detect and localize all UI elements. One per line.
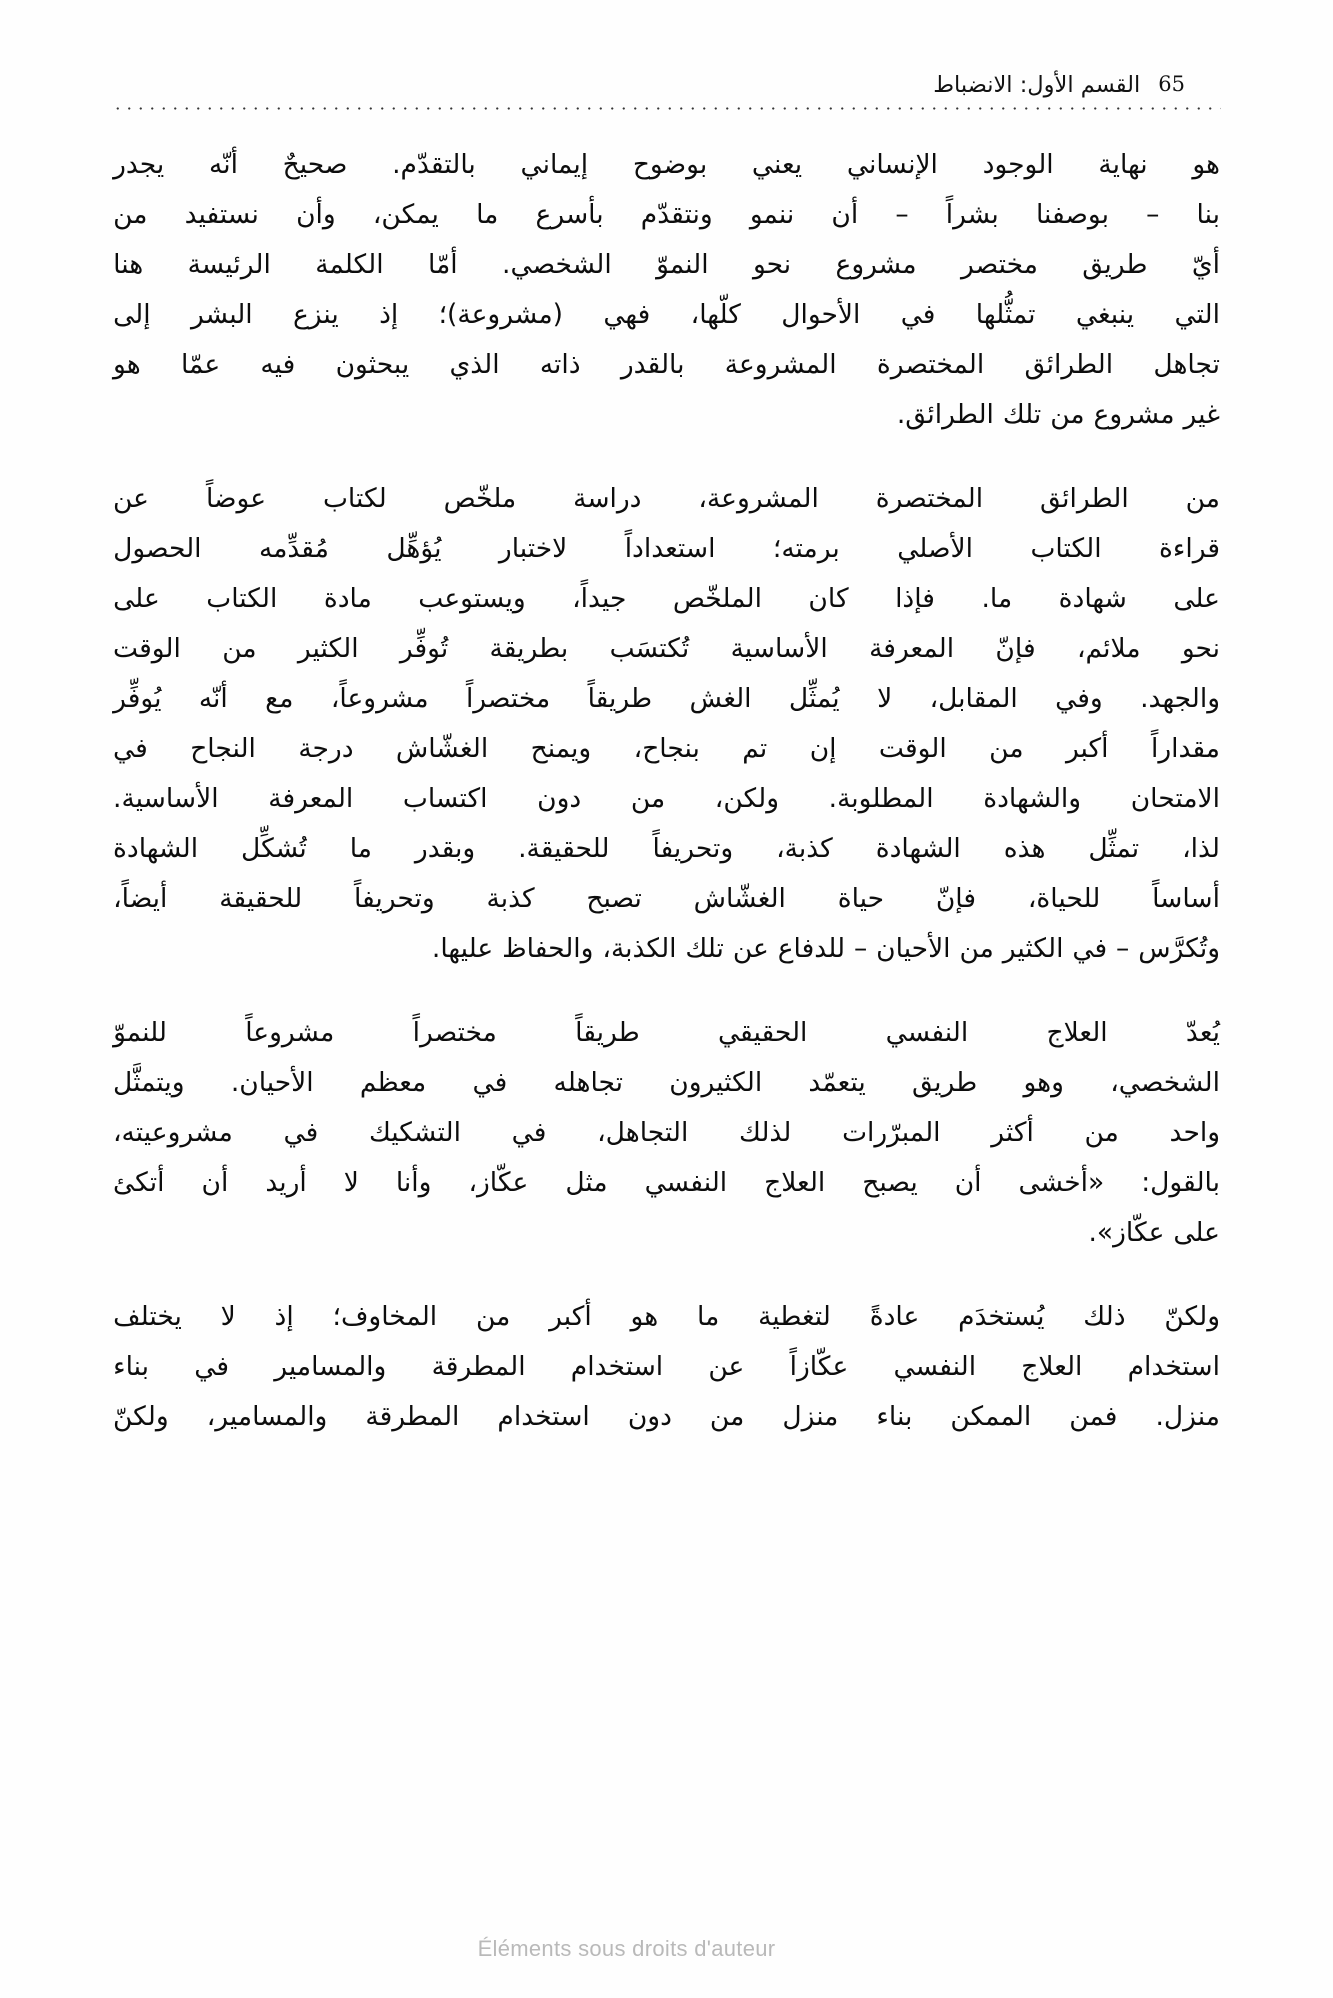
word: مختصراً [465,683,551,714]
word: والمسامير، [206,1401,328,1432]
text-line [113,1058,1220,1108]
word: تجاهل [1153,349,1220,380]
word: من [1185,483,1220,514]
word: يُستخدَم [958,1301,1045,1332]
word: نهاية [1098,149,1148,180]
text-line [113,1392,1220,1442]
word: على [1173,583,1220,614]
word: ملائم، [1076,633,1141,664]
word: على [113,583,160,614]
word: ويمنح [530,733,592,764]
word: من [222,633,257,664]
word: لا [877,683,893,714]
word: معظم [359,1067,427,1098]
word: ويتمثَّل [113,1067,185,1098]
paragraph [113,474,1220,974]
word: بطريقة [489,633,569,664]
word: عن [113,483,149,514]
word: فهي [603,299,651,330]
word: بوصفنا [1035,199,1109,230]
paragraph [113,140,1220,440]
word: ذاته [539,349,581,380]
word: مختصر [961,249,1038,280]
word: للحقيقة [219,883,303,914]
word: «أخشى [1018,1167,1105,1198]
word: شهادة [1058,583,1127,614]
word: ويستوعب [418,583,526,614]
text-line [113,290,1220,340]
word: الحقيقي [717,1017,808,1048]
word: إيماني [520,149,589,180]
word: يُوفِّر [113,683,162,714]
word: المخاوف؛ [332,1301,438,1332]
word: من [1084,1117,1119,1148]
word: المعرفة [268,783,354,814]
word: كذبة [486,883,535,914]
word: أن [831,199,859,230]
text-line [113,1342,1220,1392]
word: طريق [912,1067,978,1098]
word: استخدام [1127,1351,1220,1382]
word: الذي [449,349,500,380]
word: من [989,733,1024,764]
word: طريق [1082,249,1148,280]
word: يعني [751,149,803,180]
word: المقابل، [929,683,1018,714]
word: مشروع [835,249,917,280]
text-line [113,240,1220,290]
word: عمّا [180,349,221,380]
word: ما [349,833,372,864]
word: بالتقدّم. [392,149,476,180]
header-dotted-rule [112,106,1221,111]
word: الأساسية. [113,783,219,814]
text-line [113,774,1220,824]
word: عوضاً [205,483,267,514]
word: وأن [296,199,336,230]
word: المختصرة [876,349,985,380]
word: مُقدِّمه [258,533,329,564]
word: في [113,733,148,764]
word: مشروعاً، [330,683,429,714]
word: تُوفِّر [399,633,449,664]
text-line: غير مشروع من تلك الطرائق. [896,399,1220,430]
word: واحد [1169,1117,1220,1148]
word: الكلمة [315,249,384,280]
word: وأنا [395,1167,432,1198]
word: النفسي [885,1017,969,1048]
word: الكثيرون [669,1067,763,1098]
page-number: 65 [1158,72,1185,96]
word: ولكن، [714,783,780,814]
word: وتحريفاً [652,833,734,864]
word: من [113,199,148,230]
word: العلاج [764,1167,826,1198]
word: المبرّرات [842,1117,941,1148]
word: تمثُّلها [975,299,1036,330]
word: البشر [190,299,253,330]
word: مثل [565,1167,608,1198]
word: التشكيك [368,1117,461,1148]
body-text-column [113,140,1220,1476]
word: عكّاز، [468,1167,529,1198]
text-line [113,724,1220,774]
word: عن [708,1351,745,1382]
text-line [113,340,1220,390]
text-line [113,624,1220,674]
text-line: على عكّاز». [1088,1217,1220,1248]
word: أمّا [428,249,458,280]
word: وتحريفاً [353,883,435,914]
word: مختصراً [412,1017,497,1048]
word: المشروعة [724,349,837,380]
word: فإذا [895,583,935,614]
word: مشروعيته، [113,1117,233,1148]
word: يمكن، [372,199,439,230]
word: صحيحٌ [282,149,348,180]
word: بالقدر [620,349,685,380]
word: قراءة [1159,533,1220,564]
word: الأصلي [897,533,974,564]
word: العلاج [1021,1351,1083,1382]
word: هنا [113,249,144,280]
word: ونتقدّم [640,199,713,230]
word: أن [201,1167,229,1198]
word: النجاح [190,733,256,764]
word: فإنّ [935,883,977,914]
word: منزل [782,1401,839,1432]
word: – [1146,199,1160,230]
word: ينزع [292,299,339,330]
word: الوجود [982,149,1054,180]
word: بناء [876,1401,913,1432]
word: كان [808,583,849,614]
word: فمن [1069,1401,1118,1432]
word: المشروعة، [698,483,819,514]
word: بناء [113,1351,150,1382]
word: للحقيقة. [518,833,610,864]
word: النفسي [644,1167,728,1198]
word: إلى [113,299,151,330]
word: الشهادة [875,833,961,864]
word: استخدام [570,1351,664,1382]
word: الكتاب [206,583,278,614]
word: بأسرع [535,199,604,230]
word: برمته؛ [772,533,840,564]
word: عادةً [869,1301,920,1332]
word: من [709,1401,745,1432]
copyright-watermark: Éléments sous droits d'auteur [477,1936,776,1961]
word: ولكنّ [1164,1301,1220,1332]
word: يُعدّ [1185,1017,1220,1048]
word: أساساً [1152,883,1220,914]
word: الملخّص [672,583,762,614]
word: ما [476,199,499,230]
chapter-title: القسم الأول: الانضباط [933,71,1141,98]
word: والمسامير [274,1351,387,1382]
word: الرئيسة [187,249,271,280]
word: الحصول [113,533,202,564]
word: يُؤهِّل [386,533,442,564]
word: المعرفة [869,633,955,664]
word: استخدام [497,1401,590,1432]
word: النموّ [656,249,709,280]
word: إذ [379,299,399,330]
word: دراسة [573,483,642,514]
word: في [472,1067,508,1098]
word: الغش [689,683,752,714]
word: استعداداً [624,533,716,564]
word: أيّ [1191,249,1220,280]
word: أكبر [549,1301,592,1332]
word: بنا [1196,199,1220,230]
word: يصبح [862,1167,918,1198]
word: هو [1192,149,1220,180]
word: الوقت [113,633,181,664]
word: هذه [1003,833,1046,864]
word: نحو [1181,633,1220,664]
word: للنموّ [113,1017,167,1048]
text-line [113,1158,1220,1208]
word: لكتاب [322,483,387,514]
word: تجاهله [553,1067,623,1098]
word: أتكئ [113,1167,165,1198]
word: الغشّاش [693,883,786,914]
word: يختلف [113,1301,182,1332]
text-line [113,874,1220,924]
word: يبحثون [335,349,410,380]
word: منزل. [1155,1401,1220,1432]
word: المختصرة [875,483,984,514]
word: ينبغي [1075,299,1135,330]
word: مع [265,683,294,714]
word: (مشروعة)؛ [438,299,563,330]
word: في [900,299,936,330]
word: اكتساب [402,783,488,814]
word: هو [113,349,141,380]
word: وهو [1023,1067,1064,1098]
word: تصبح [586,883,642,914]
word: الأحيان. [230,1067,314,1098]
word: دون [537,783,582,814]
word: بالقول: [1141,1167,1220,1198]
word: الشخصي، [1110,1067,1220,1098]
word: الكثير [297,633,359,664]
word: إن [809,733,837,764]
word: لذا، [1182,833,1220,864]
word: لذلك [738,1117,792,1148]
word: ننمو [749,199,795,230]
paragraph [113,1008,1220,1258]
word: المطلوبة. [828,783,934,814]
word: الأحوال [781,299,861,330]
word: أنّه [209,149,238,180]
text-line: وتُكرَّس – في الكثير من الأحيان – للدفاع عن تلك الكذبة، والحفاظ عليها. [431,933,1220,964]
word: بنجاح، [633,733,700,764]
word: تُكتسَب [609,633,690,664]
word: فإنّ [995,633,1036,664]
word: لا [220,1301,236,1332]
word: أكبر [1065,733,1109,764]
word: لا [343,1167,359,1198]
text-line [113,674,1220,724]
word: الطرائق [1040,483,1129,514]
text-line [113,474,1220,524]
word: يجدر [113,149,165,180]
word: الكتاب [1030,533,1102,564]
word: من [475,1301,511,1332]
word: من [630,783,666,814]
word: كلّها، [690,299,741,330]
word: في [283,1117,319,1148]
word: الامتحان [1130,783,1220,814]
word: التي [1174,299,1220,330]
word: ولكنّ [113,1401,169,1432]
word: العلاج [1046,1017,1108,1048]
word: وفي [1055,683,1103,714]
word: الشخصي. [502,249,612,280]
word: نستفيد [184,199,259,230]
running-head [148,62,1185,96]
word: مشروعاً [245,1017,335,1048]
word: وبقدر [414,833,476,864]
word: في [511,1117,547,1148]
word: طريقاً [587,683,653,714]
text-line [113,1108,1220,1158]
text-line [113,190,1220,240]
word: كذبة، [776,833,833,864]
word: لاختبار [498,533,568,564]
word: الممكن [950,1401,1032,1432]
word: بشراً [945,199,999,230]
word: ما. [981,583,1013,614]
word: تم [742,733,768,764]
word: والشهادة [983,783,1082,814]
text-line [113,1292,1220,1342]
text-line [113,140,1220,190]
word: النفسي [893,1351,977,1382]
word: الغشّاش [395,733,489,764]
word: في [194,1351,230,1382]
word: الإنساني [846,149,938,180]
word: لتغطية [758,1301,831,1332]
word: للحياة، [1027,883,1101,914]
word: تُشكِّل [241,833,307,864]
word: أنّه [198,683,228,714]
word: المطرقة [431,1351,526,1382]
text-line [113,524,1220,574]
word: يتعمّد [808,1067,866,1098]
word: الأساسية [730,633,828,664]
word: الطرائق [1024,349,1114,380]
word: مقداراً [1150,733,1220,764]
word: عكّازاً [789,1351,849,1382]
text-line [113,574,1220,624]
word: هو [630,1301,659,1332]
word: التجاهل، [597,1117,689,1148]
word: تمثِّل [1088,833,1140,864]
word: الوقت [878,733,947,764]
word: أريد [265,1167,307,1198]
word: طريقاً [575,1017,640,1048]
word: بوضوح [632,149,708,180]
word: ذلك [1083,1301,1126,1332]
word: أكثر [991,1117,1034,1148]
word: درجة [298,733,354,764]
word: والجهد. [1140,683,1220,714]
word: المطرقة [365,1401,460,1432]
word: الشهادة [113,833,199,864]
word: – [895,199,909,230]
word: أيضاً، [113,883,168,914]
word: دون [627,1401,672,1432]
word: يُمثِّل [788,683,840,714]
word: مادة [323,583,372,614]
word: ما [697,1301,720,1332]
text-line [113,824,1220,874]
text-line [113,1008,1220,1058]
word: أن [954,1167,982,1198]
word: نحو [752,249,792,280]
word: جيداً، [572,583,627,614]
word: حياة [837,883,885,914]
word: ملخّص [443,483,517,514]
word: فيه [260,349,296,380]
paragraph [113,1292,1220,1442]
word: إذ [274,1301,294,1332]
